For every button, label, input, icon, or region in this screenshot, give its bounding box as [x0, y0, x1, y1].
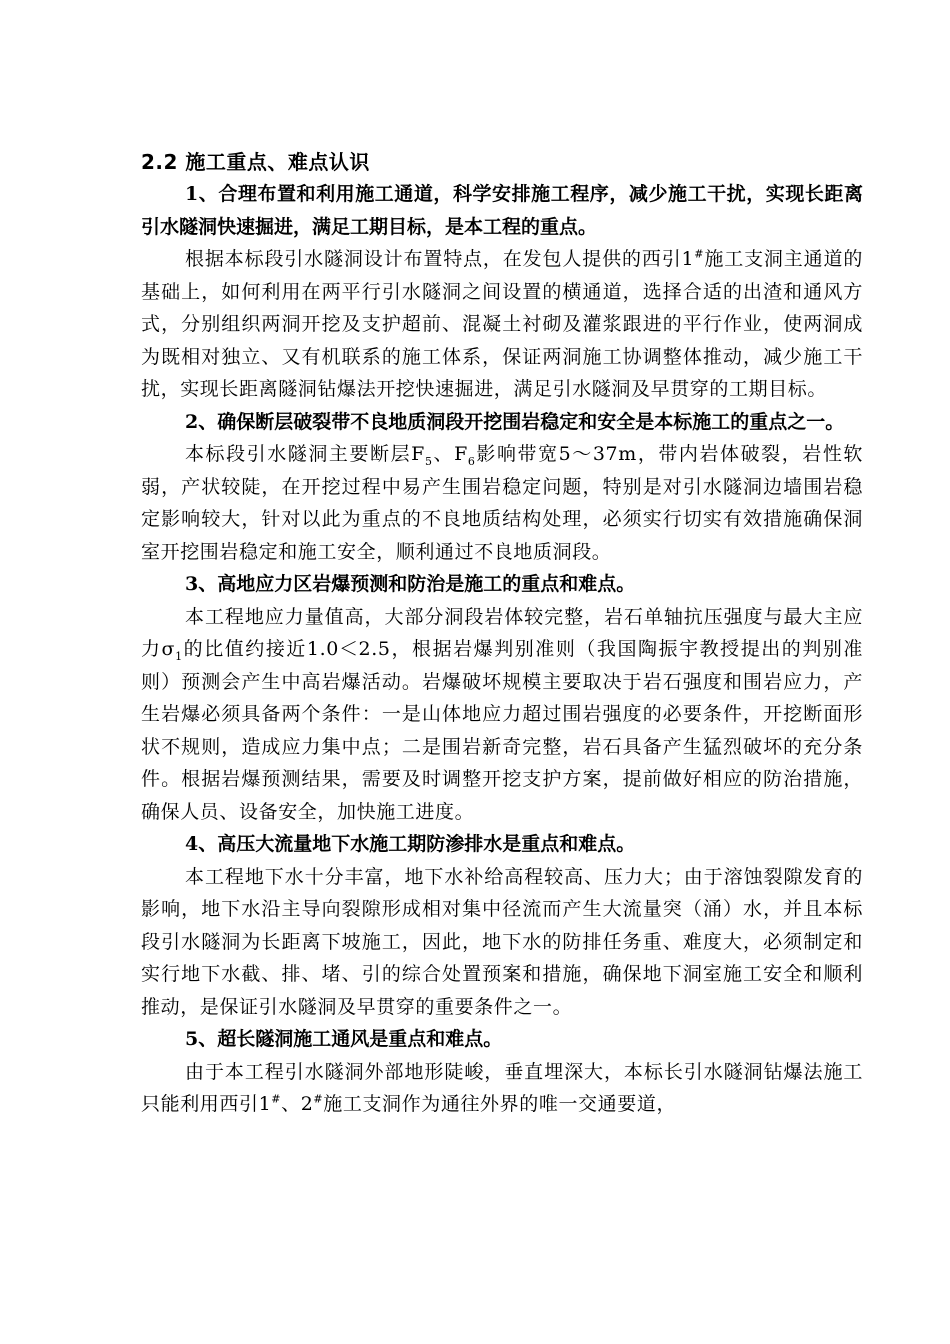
item-3-heading: 3、高地应力区岩爆预测和防治是施工的重点和难点。: [185, 573, 636, 595]
item-1-body: 根据本标段引水隧洞设计布置特点，在发包人提供的西引1#施工支洞主通道的基础上，如何利用在两平行引水隧洞之间设置的横通道，选择合适的出渣和通风方式，分别组织两洞开挖及支护超前、混凝土衬砌及灌浆跟进的平行作业，使两洞成为既相对独立、又有机联系的施工体系，保证两洞施工协调整体推动，减少施工干扰，实现长距离隧洞钻爆法开挖快速掘进，满足引水隧洞及早贯穿的工期目标。: [141, 247, 863, 400]
document-content: [141, 146, 863, 1121]
item-5-body: 由于本工程引水隧洞外部地形陡峻，垂直埋深大，本标长引水隧洞钻爆法施工只能利用西引1#、2#施工支洞作为通往外界的唯一交通要道，: [141, 1060, 863, 1115]
item-1-heading: 1、合理布置和利用施工通道，科学安排施工程序，减少施工干扰，实现长距离引水隧洞快速掘进，满足工期目标，是本工程的重点。: [141, 183, 863, 238]
item-5-heading: 5、超长隧洞施工通风是重点和难点。: [185, 1028, 503, 1050]
item-4-heading: 4、高压大流量地下水施工期防渗排水是重点和难点。: [185, 833, 636, 855]
section-number: 2.2: [141, 150, 178, 174]
section-title-text: 施工重点、难点认识: [185, 150, 370, 174]
item-2-heading: 2、确保断层破裂带不良地质洞段开挖围岩稳定和安全是本标施工的重点之一。: [185, 410, 845, 433]
item-4-body: 本工程地下水十分丰富，地下水补给高程较高、压力大；由于溶蚀裂隙发育的影响，地下水沿主导向裂隙形成相对集中径流而产生大流量突（涌）水，并且本标段引水隧洞为长距离下坡施工，因此，地下水的防排任务重、难度大，必须制定和实行地下水截、排、堵、引的综合处置预案和措施，确保地下洞室施工安全和顺利推动，是保证引水隧洞及早贯穿的重要条件之一。: [141, 865, 863, 1018]
item-2-body: 本标段引水隧洞主要断层$F_5$、$F_6$影响带宽5～37m，带内岩体破裂，岩性软弱，产状较陡，在开挖过程中易产生围岩稳定问题，特别是对引水隧洞边墙围岩稳定影响较大，针对以此为重点的不良地质结构处理，必须实行切实有效措施确保洞室开挖围岩稳定和施工安全，顺利通过不良地质洞段。: [141, 443, 863, 563]
item-3-body: 本工程地应力量值高，大部分洞段岩体较完整，岩石单轴抗压强度与最大主应力$\sigma_1$的比值约接近1.0＜2.5，根据岩爆判别准则（我国陶振宇教授提出的判别准则）预测会产生中高岩爆活动。岩爆破坏规模主要取决于岩石强度和围岩应力，产生岩爆必须具备两个条件：一是山体地应力超过围岩强度的必要条件，开挖断面形状不规则，造成应力集中点；二是围岩新奇完整，岩石具备产生猛烈破坏的充分条件。根据岩爆预测结果，需要及时调整开挖支护方案，提前做好相应的防治措施，确保人员、设备安全，加快施工进度。: [141, 605, 863, 823]
section-title: [141, 146, 863, 178]
